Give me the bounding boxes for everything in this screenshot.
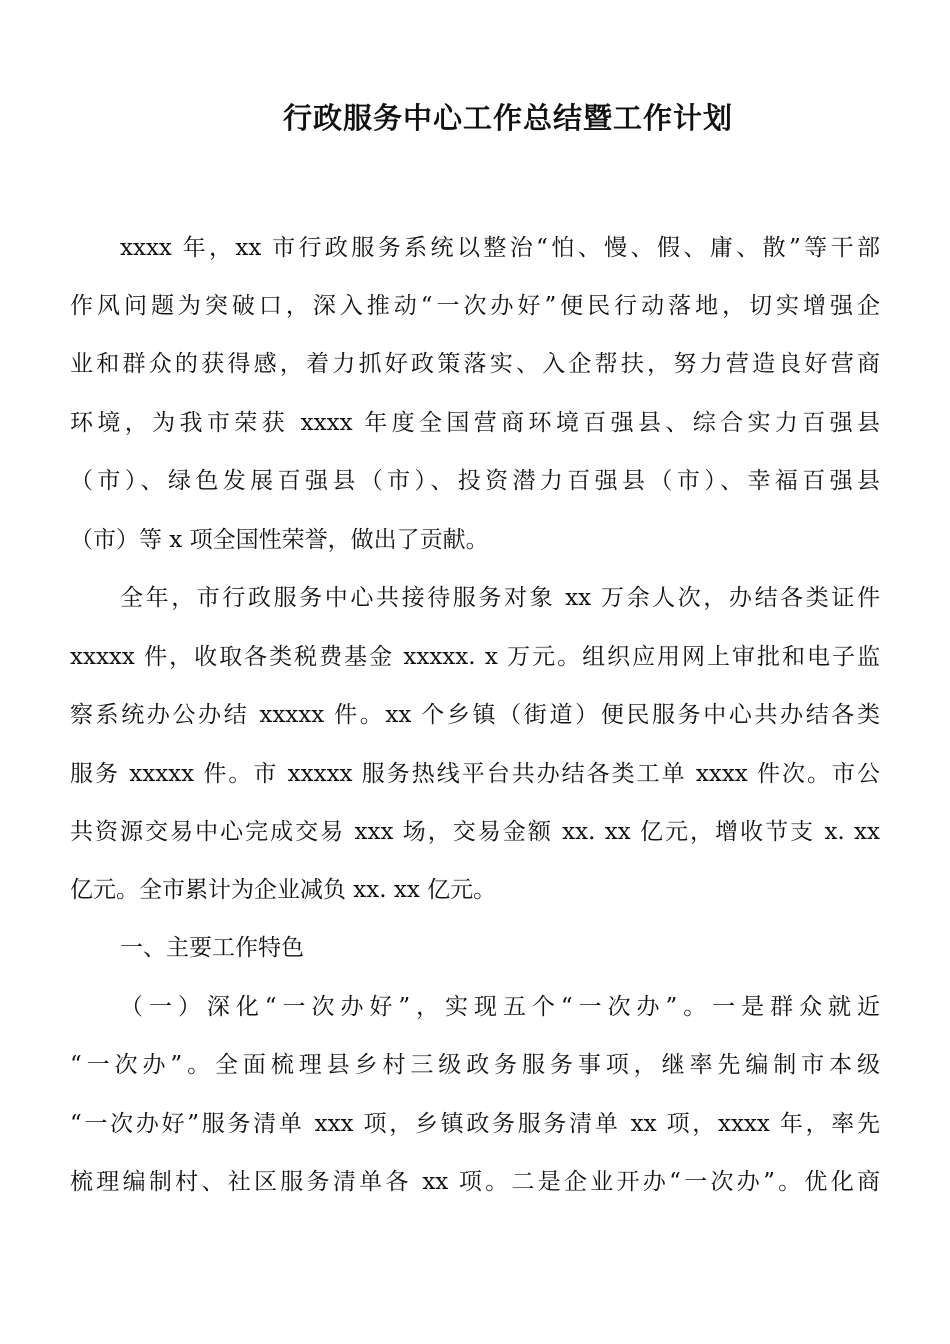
paragraph-line: （一）深化“一次办好”，实现五个“一次办”。一是群众就近 <box>120 994 880 1020</box>
paragraph-line: （市）等 x 项全国性荣誉，做出了贡献。 <box>70 527 489 553</box>
paragraph-line: （市）、绿色发展百强县（市）、投资潜力百强县（市）、幸福百强县 <box>70 468 880 494</box>
paragraph-line: “一次办好”服务清单 xxx 项，乡镇政务服务清单 xx 项，xxxx 年，率先 <box>70 1111 880 1137</box>
paragraph-line: 亿元。全市累计为企业减负 xx. xx 亿元。 <box>70 877 497 903</box>
paragraph-line: 全年，市行政服务中心共接待服务对象 xx 万余人次，办结各类证件 <box>120 585 880 611</box>
paragraph-line: 共资源交易中心完成交易 xxx 场，交易金额 xx. xx 亿元，增收节支 x. xx <box>70 819 880 845</box>
paragraph-line: 察系统办公办结 xxxxx 件。xx 个乡镇（街道）便民服务中心共办结各类 <box>70 702 880 728</box>
section-heading: 一、主要工作特色 <box>120 935 304 961</box>
paragraph-line: 作风问题为突破口，深入推动“一次办好”便民行动落地，切实增强企 <box>70 293 880 319</box>
paragraph-line: 环境，为我市荣获 xxxx 年度全国营商环境百强县、综合实力百强县 <box>70 410 880 436</box>
paragraph-line: 服务 xxxxx 件。市 xxxxx 服务热线平台共办结各类工单 xxxx 件次。市公 <box>70 761 880 787</box>
paragraph-line: 业和群众的获得感，着力抓好政策落实、入企帮扶，努力营造良好营商 <box>70 351 880 377</box>
document-title: 行政服务中心工作总结暨工作计划 <box>282 101 733 135</box>
paragraph-line: “一次办”。全面梳理县乡村三级政务服务事项，继率先编制市本级 <box>70 1052 880 1078</box>
paragraph-line: xxxxx 件，收取各类税费基金 xxxxx. x 万元。组织应用网上审批和电子监 <box>70 644 880 670</box>
paragraph-line: 梳理编制村、社区服务清单各 xx 项。二是企业开办“一次办”。优化商 <box>70 1169 880 1195</box>
paragraph-line: xxxx 年，xx 市行政服务系统以整治“怕、慢、假、庸、散”等干部 <box>120 235 880 261</box>
